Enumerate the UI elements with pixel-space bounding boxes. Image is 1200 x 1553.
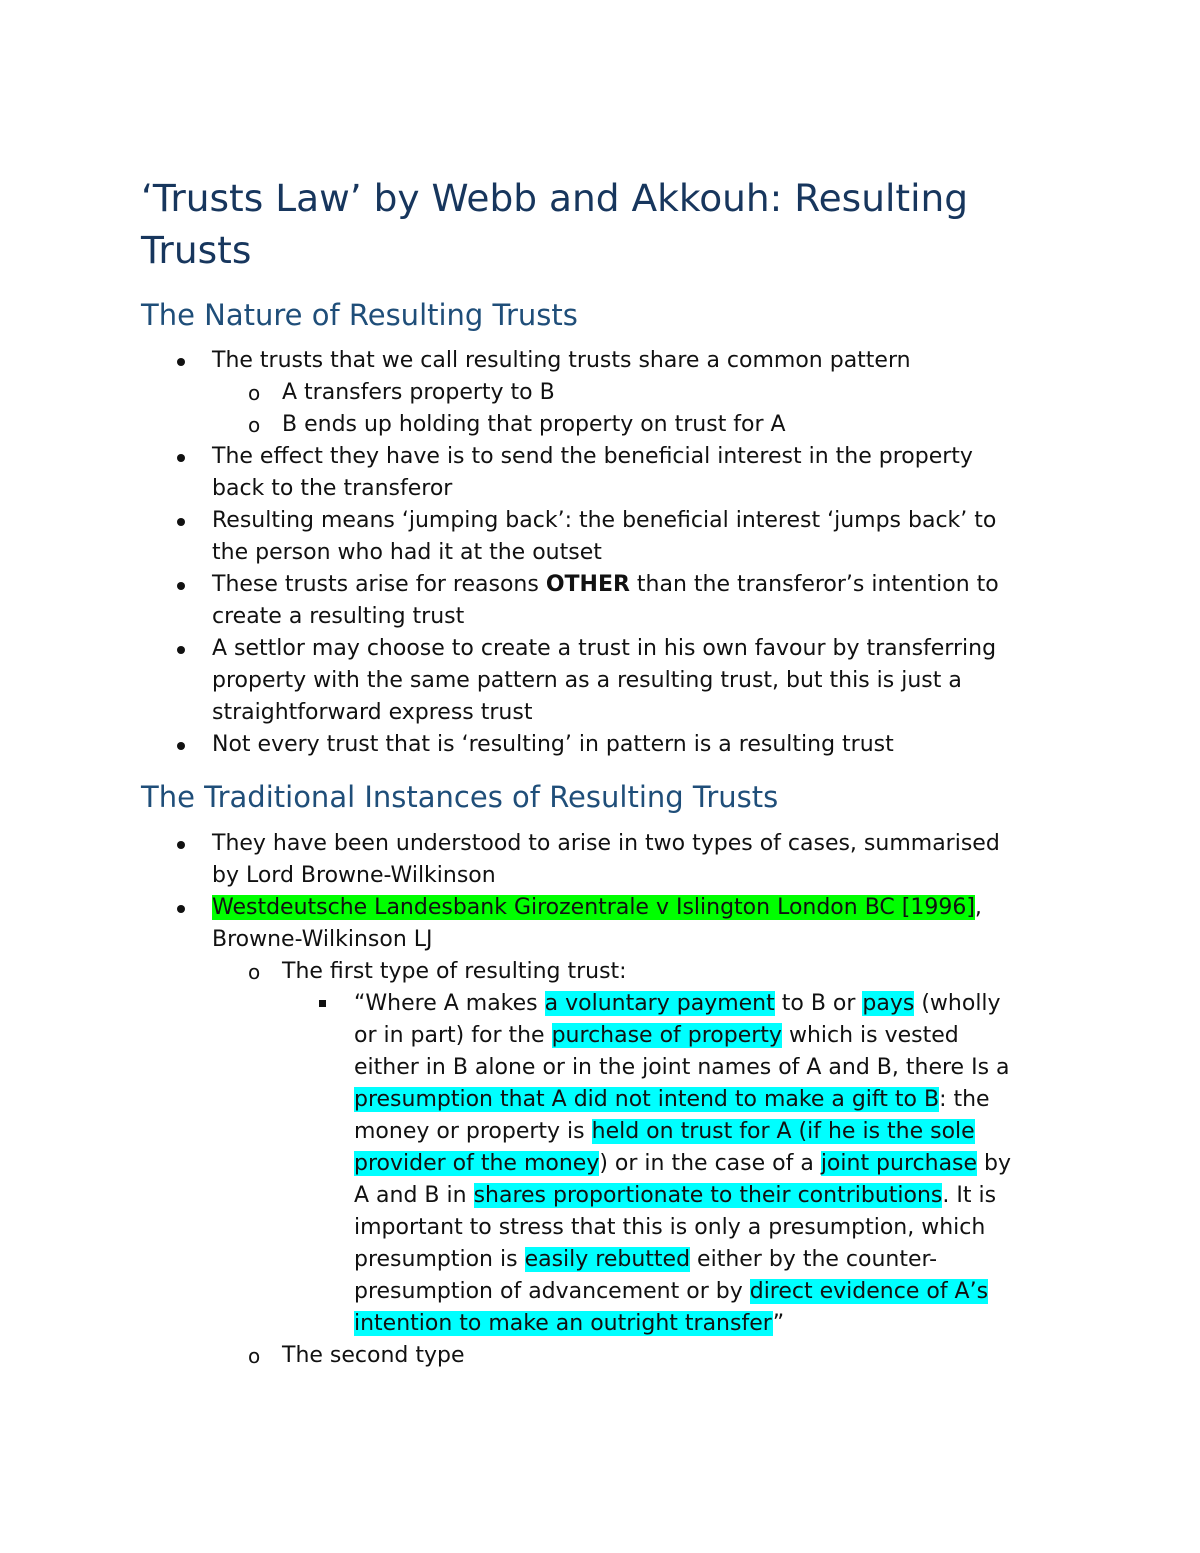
sub-list-item: [141, 956, 1071, 988]
highlight: joint purchase: [820, 1151, 978, 1176]
quote-line: [354, 1180, 1071, 1212]
text-run: (wholly: [914, 991, 1001, 1016]
section-heading-nature: The Nature of Resulting Trusts: [141, 298, 578, 332]
text-run: “Where A makes: [354, 991, 545, 1016]
document-title: ‘Trusts Law’ by Webb and Akkouh: Resulting Trusts: [141, 176, 969, 272]
text-run: These trusts arise for reasons: [212, 572, 546, 597]
list-item-text: o B ends up holding that property on trust for A: [282, 412, 786, 437]
text-run: which is vested: [781, 1023, 959, 1048]
list-item-text: A settlor may choose to create a trust in his own favour by transferring: [212, 636, 997, 661]
sub-list-item: [141, 409, 1071, 441]
list-item-text: property with the same pattern as a resulting trust, but this is just a: [212, 668, 962, 693]
highlight: pays: [862, 991, 915, 1016]
highlight: a voluntary payment: [544, 991, 775, 1016]
list-item-text: o A transfers property to B: [282, 380, 555, 405]
text-run: ”: [772, 1311, 785, 1336]
sub-list-item: [141, 1340, 1071, 1372]
text-run: to B or: [774, 991, 863, 1016]
text-run: than the transferor’s intention to: [629, 572, 999, 597]
list-item-text: The effect they have is to send the beneficial interest in the property: [212, 444, 973, 469]
list-item-text: back to the transferor: [212, 476, 453, 501]
list-item-text: the person who had it at the outset: [212, 540, 602, 565]
text-run: money or property is: [354, 1119, 592, 1144]
traditional-bullet-list: [141, 828, 1071, 1372]
text-run: by: [977, 1151, 1012, 1176]
highlight: intention to make an outright transfer: [354, 1311, 773, 1336]
list-item-text: create a resulting trust: [212, 604, 465, 629]
list-item-text: straightforward express trust: [212, 700, 533, 725]
nature-bullet-list: [141, 345, 1071, 761]
quote-line: [354, 988, 1071, 1020]
quote-line: [354, 1308, 1071, 1340]
highlight: held on trust for A (if he is the sole: [591, 1119, 975, 1144]
list-item-text: [212, 892, 1071, 924]
list-item-text: [212, 569, 1071, 601]
quote-line: [354, 1116, 1071, 1148]
highlight: purchase of property: [551, 1023, 782, 1048]
list-item-text: Browne-Wilkinson LJ: [212, 927, 433, 952]
text-run: ,: [974, 895, 982, 920]
text-run: ) or in the case of a: [599, 1151, 821, 1176]
case-name-highlight: Westdeutsche Landesbank Girozentrale v Islington London BC [1996]: [212, 895, 975, 920]
quote-line: either in B alone or in the joint names of A and B, there Is a: [354, 1055, 1010, 1080]
list-item-text: They have been understood to arise in two types of cases, summarised: [212, 831, 1000, 856]
list-item: [141, 892, 1071, 956]
bold-text: OTHER: [545, 572, 630, 597]
list-item: [141, 729, 1071, 761]
sub-list-item: [141, 377, 1071, 409]
quote-line: [354, 1020, 1071, 1052]
quote-line: [354, 1148, 1071, 1180]
highlight: provider of the money: [354, 1151, 600, 1176]
list-item-text: o The first type of resulting trust:: [282, 959, 627, 984]
text-run: presumption is: [354, 1247, 525, 1272]
text-run: either by the counter-: [690, 1247, 938, 1272]
quote-line: [354, 1244, 1071, 1276]
highlight: direct evidence of A’s: [749, 1279, 989, 1304]
list-item-text: Not every trust that is ‘resulting’ in pattern is a resulting trust: [212, 732, 894, 757]
highlight: easily rebutted: [524, 1247, 691, 1272]
list-item-text: by Lord Browne-Wilkinson: [212, 863, 496, 888]
list-item: [141, 633, 1071, 729]
list-item-text: Resulting means ‘jumping back’: the beneficial interest ‘jumps back’ to: [212, 508, 997, 533]
list-item-text: o The second type: [282, 1343, 465, 1368]
text-run: presumption of advancement or by: [354, 1279, 750, 1304]
highlight: presumption that A did not intend to make a gift to B: [354, 1087, 940, 1112]
list-item: [141, 505, 1071, 569]
section-heading-traditional: The Traditional Instances of Resulting Trusts: [141, 780, 779, 814]
text-run: or in part) for the: [354, 1023, 552, 1048]
quote-list-item: [141, 988, 1071, 1340]
list-item: [141, 828, 1071, 892]
text-run: : the: [939, 1087, 990, 1112]
quote-line: [354, 1084, 1071, 1116]
text-run: . It is: [942, 1183, 997, 1208]
text-run: A and B in: [354, 1183, 474, 1208]
list-item: [141, 569, 1071, 633]
highlight: shares proportionate to their contributions: [473, 1183, 943, 1208]
list-item: [141, 345, 1071, 377]
list-item: [141, 441, 1071, 505]
quote-line: important to stress that this is only a presumption, which: [354, 1215, 986, 1240]
list-item-text: The trusts that we call resulting trusts share a common pattern: [212, 348, 911, 373]
quote-line: [354, 1276, 1071, 1308]
